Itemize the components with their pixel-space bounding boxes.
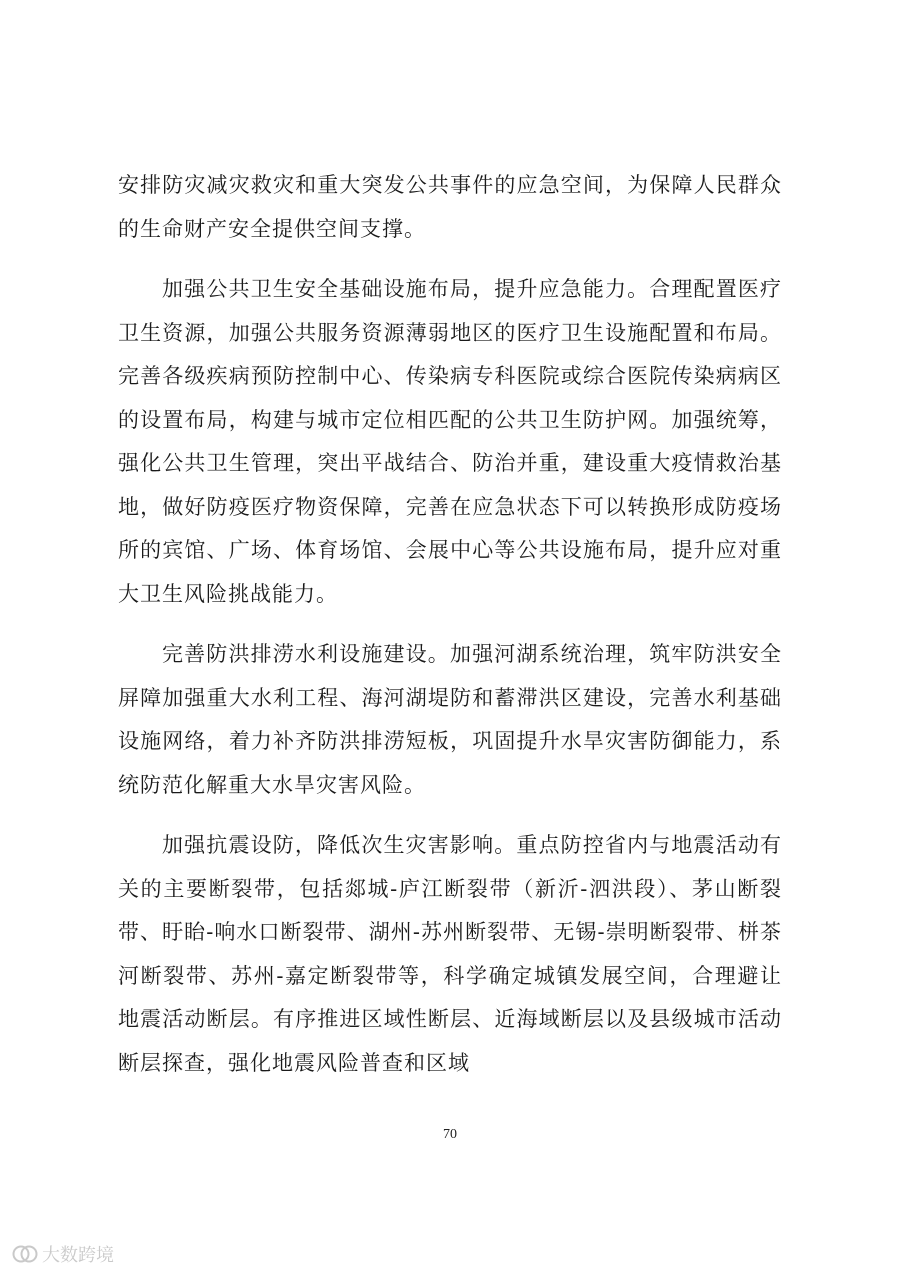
paragraph xyxy=(118,164,782,251)
paragraph-heading: 完善防洪排涝水利设施建设。 xyxy=(162,642,450,666)
paragraph-text: 重点防控省内与地震活动有关的主要断裂带，包括郯城-庐江断裂带（新沂-泗洪段）、茅山断裂带、盱眙-响水口断裂带、湖州-苏州断裂带、无锡-崇明断裂带、栟茶河断裂带、苏州-嘉定断裂带等，科学确定城镇发展空间，合理避让地震活动断层。有序推进区域性断层、近海域断层以及县级城市活动断层探查，强化地震风险普查和区域 xyxy=(118,833,783,1075)
paragraph-text: 安排防灾减灾救灾和重大突发公共事件的应急空间，为保障人民群众的生命财产安全提供空间支撑。 xyxy=(118,173,782,241)
watermark-text: 大数跨境 xyxy=(42,1245,114,1266)
paragraph-text: 合理配置医疗卫生资源，加强公共服务资源薄弱地区的医疗卫生设施配置和布局。完善各级疾病预防控制中心、传染病专科医院或综合医院传染病病区的设置布局，构建与城市定位相匹配的公共卫生防护网。加强统筹，强化公共卫生管理，突出平战结合、防治并重，建设重大疫情救治基地，做好防疫医疗物资保障，完善在应急状态下可以转换形成防疫场所的宾馆、广场、体育场馆、会展中心等公共设施布局，提升应对重大卫生风险挑战能力。 xyxy=(118,277,783,606)
watermark-logo-icon xyxy=(12,1244,38,1264)
paragraph-text: 加强河湖系统治理，筑牢防洪安全屏障加强重大水利工程、海河湖堤防和蓄滞洪区建设，完善水利基础设施网络，着力补齐防洪排涝短板，巩固提升水旱灾害防御能力，系统防范化解重大水旱灾害风险。 xyxy=(118,642,783,797)
paragraph-heading: 加强抗震设防，降低次生灾害影响。 xyxy=(162,833,517,857)
paragraph-heading: 加强公共卫生安全基础设施布局，提升应急能力。 xyxy=(162,277,650,301)
paragraph xyxy=(118,633,782,807)
page-number: 70 xyxy=(443,1127,457,1142)
watermark xyxy=(12,1241,114,1267)
paragraph xyxy=(118,824,782,1085)
document-body xyxy=(118,164,782,1085)
paragraph xyxy=(118,268,782,616)
